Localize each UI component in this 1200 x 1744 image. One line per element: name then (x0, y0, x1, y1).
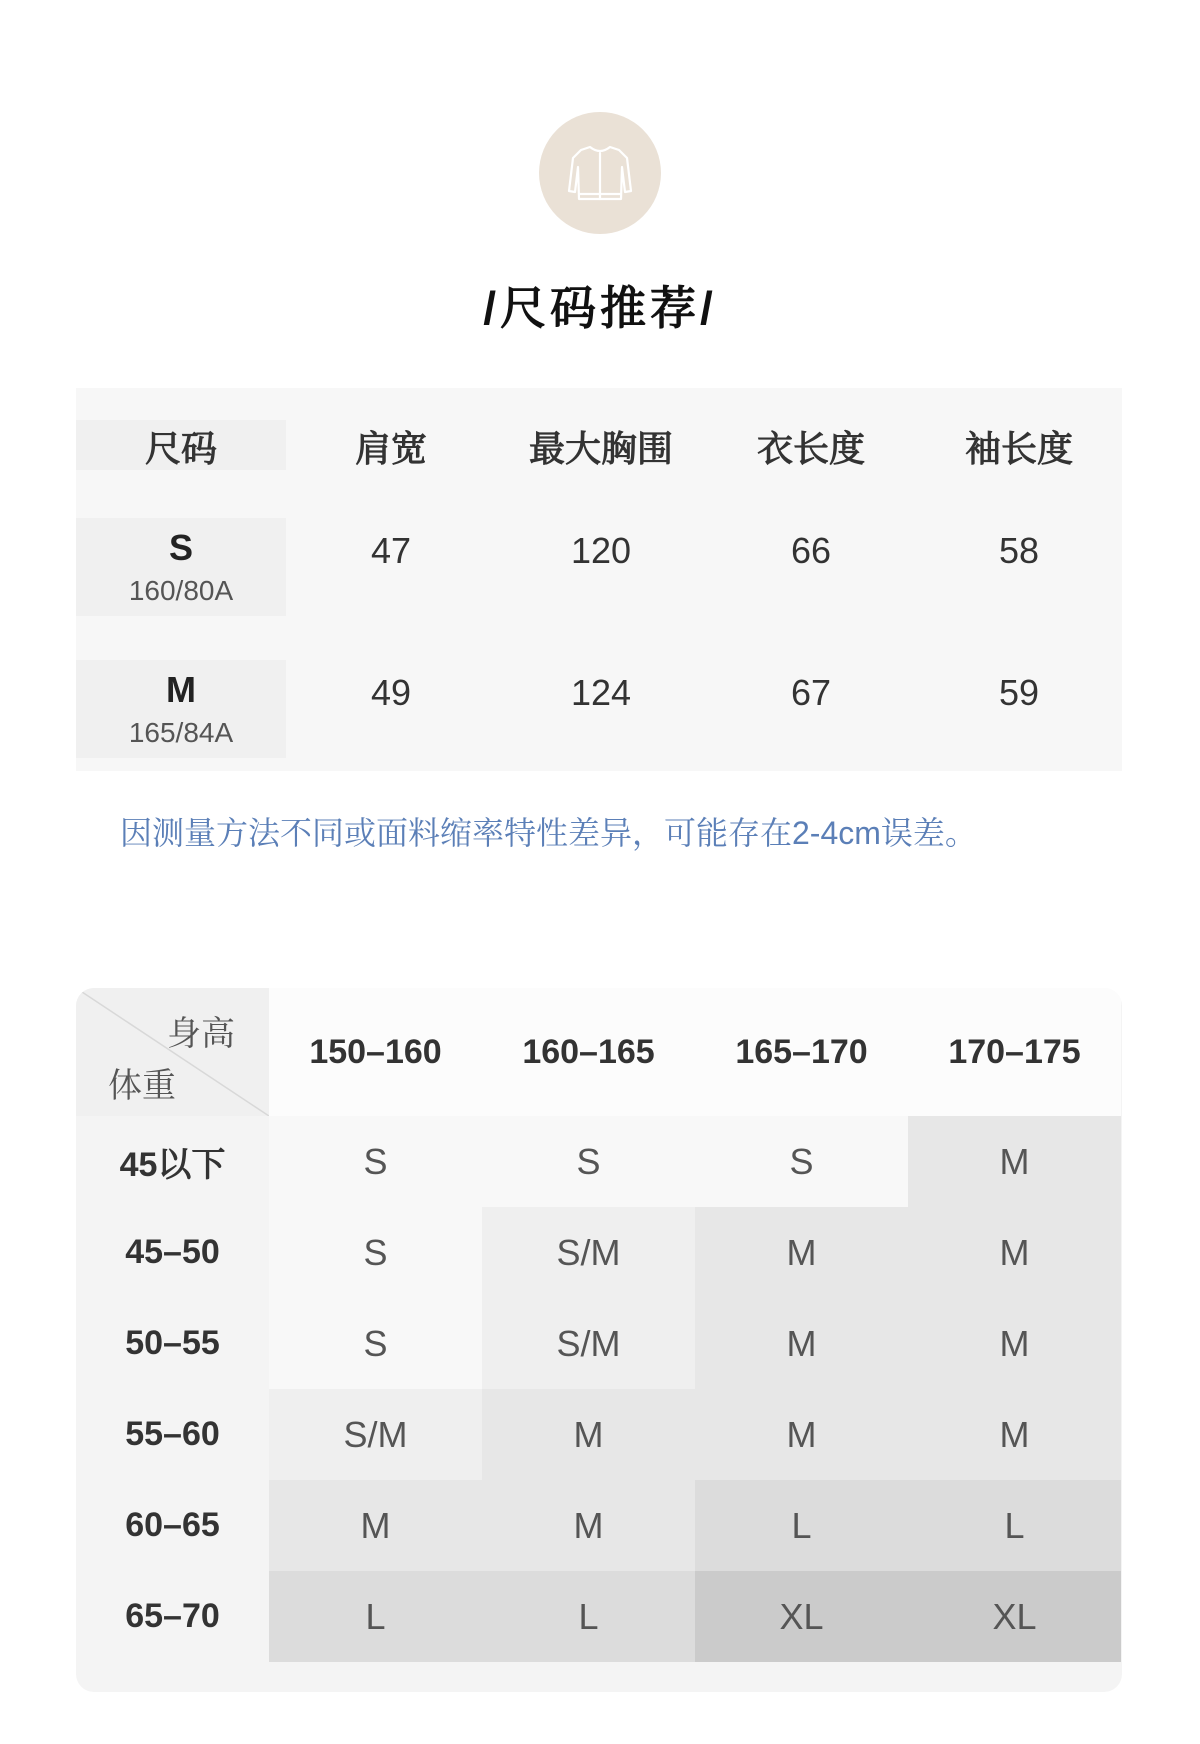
recommended-size-cell: S (695, 1116, 908, 1207)
recommended-size-cell: M (908, 1207, 1121, 1298)
recommended-size-cell: L (695, 1480, 908, 1571)
header-shoulder: 肩宽 (354, 427, 427, 469)
size-spec: 160/80A (128, 575, 234, 606)
recommended-size-cell: M (269, 1480, 482, 1571)
size-name: S (168, 527, 193, 568)
recommended-size-cell: S/M (482, 1207, 695, 1298)
size-name: M (166, 669, 196, 710)
height-header: 160–165 (482, 988, 695, 1116)
jacket-icon-badge (539, 112, 661, 234)
weight-label: 60–65 (76, 1480, 269, 1571)
weight-label: 45–50 (76, 1207, 269, 1298)
size-spec: 165/84A (128, 717, 234, 748)
size-s-label (76, 518, 286, 616)
recommended-size-cell: S (269, 1207, 482, 1298)
recommended-size-cell: M (908, 1298, 1121, 1389)
size-measurement-table (76, 388, 1122, 771)
weight-label: 45以下 (76, 1116, 269, 1207)
shoulder-value: 47 (370, 530, 412, 571)
sleeve-value: 59 (998, 672, 1040, 713)
height-axis-label: 身高 (167, 1015, 235, 1053)
size-recommendation-table (76, 988, 1122, 1692)
recommended-size-cell: M (908, 1116, 1121, 1207)
sleeve-value: 58 (998, 530, 1040, 571)
weight-axis-label: 体重 (108, 1067, 176, 1105)
height-header: 150–160 (269, 988, 482, 1116)
recommended-size-cell: XL (695, 1571, 908, 1662)
recommended-size-cell: M (908, 1389, 1121, 1480)
size-row-s (76, 518, 1122, 616)
chest-value: 120 (570, 530, 632, 571)
page-title: /尺码推荐/ (483, 282, 717, 334)
recommended-size-cell: S/M (482, 1298, 695, 1389)
length-value: 66 (790, 530, 832, 571)
table-corner (76, 988, 269, 1116)
recommended-size-cell: M (695, 1298, 908, 1389)
chest-value: 124 (570, 672, 632, 713)
header-size: 尺码 (144, 427, 217, 469)
header-chest: 最大胸围 (528, 427, 673, 469)
recommended-size-cell: M (482, 1389, 695, 1480)
recommended-size-cell: S (269, 1298, 482, 1389)
size-m-label (76, 660, 286, 758)
size-table-header (76, 418, 1122, 474)
recommended-size-cell: XL (908, 1571, 1121, 1662)
jacket-icon (563, 141, 637, 205)
recommended-size-cell: S (269, 1116, 482, 1207)
recommended-size-cell: L (269, 1571, 482, 1662)
recommended-size-cell: S (482, 1116, 695, 1207)
recommended-size-cell: S/M (269, 1389, 482, 1480)
shoulder-value: 49 (370, 672, 412, 713)
recommended-size-cell: M (695, 1207, 908, 1298)
weight-label: 50–55 (76, 1298, 269, 1389)
weight-label: 55–60 (76, 1389, 269, 1480)
header-length: 衣长度 (756, 427, 865, 469)
weight-label: 65–70 (76, 1571, 269, 1662)
height-header: 165–170 (695, 988, 908, 1116)
recommended-size-cell: L (482, 1571, 695, 1662)
header-sleeve: 袖长度 (964, 427, 1073, 469)
recommended-size-cell: L (908, 1480, 1121, 1571)
recommended-size-cell: M (482, 1480, 695, 1571)
recommended-size-cell: M (695, 1389, 908, 1480)
size-row-m (76, 660, 1122, 758)
length-value: 67 (790, 672, 832, 713)
measurement-note: 因测量方法不同或面料缩率特性差异，可能存在2-4cm误差。 (120, 815, 977, 851)
height-header: 170–175 (908, 988, 1121, 1116)
